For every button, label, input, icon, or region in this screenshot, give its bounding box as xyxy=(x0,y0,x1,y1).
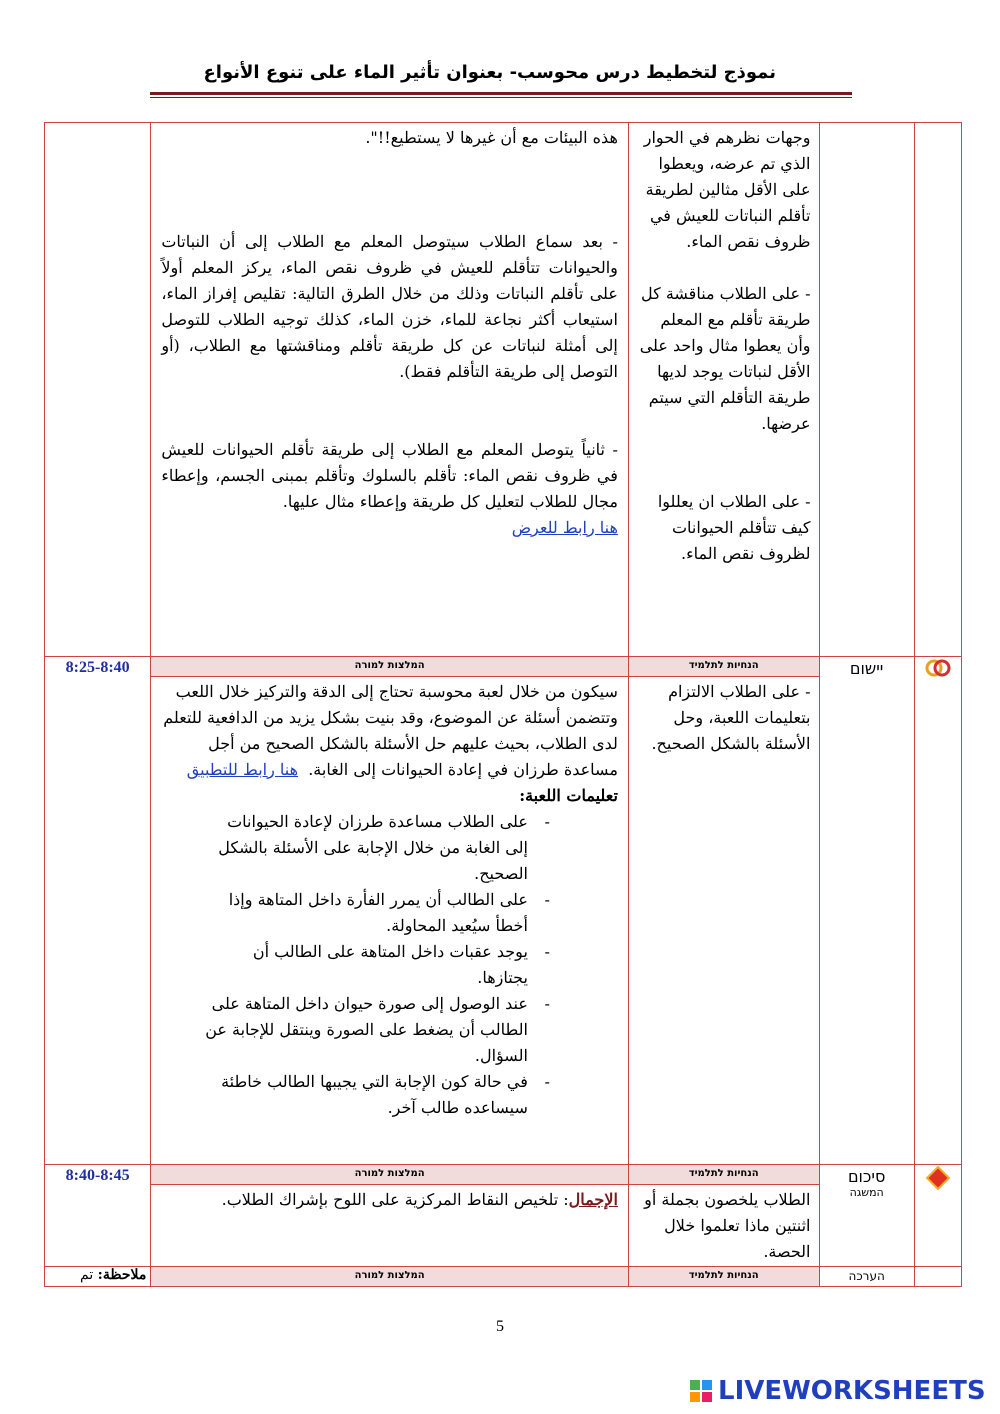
list-item: - في حالة كون الإجابة التي يجيبها الطالب خاطئة سيساعده طالب آخر. xyxy=(221,1072,550,1117)
teacher-paragraph: - ثانياً يتوصل المعلم مع الطلاب إلى طريقة تأقلم الحيوانات للعيش في ظروف نقص الماء: تأقلم بالسلوك وتأقلم بمبنى الجسم، وإعطاء مجال للطلاب لتعليل كل طريقة وإعطاء مثال عليها. xyxy=(161,440,618,511)
student-paragraph: الطلاب يلخصون بجملة أو اثنتين ماذا تعلموا خلال الحصة. xyxy=(644,1190,811,1261)
teacher-header: המלצות למורה xyxy=(151,1267,629,1287)
time-range: 8:40-8:45 xyxy=(65,1167,130,1184)
time-range: 8:25-8:40 xyxy=(65,659,130,676)
teacher-header: המלצות למורה xyxy=(151,1165,629,1185)
list-item: - على الطالب أن يمرر الفأرة داخل المتاهة وإذا أخطأ سيُعيد المحاولة. xyxy=(228,890,550,935)
brand-logo xyxy=(690,1374,990,1408)
stage-label: יישום xyxy=(849,659,884,678)
teacher-paragraph: سيكون من خلال لعبة محوسبة تحتاج إلى الدقة والتركيز خلال اللعب وتتضمن أسئلة عن الموضوع، وقد بنيت بشكل يزيد من الدافعية للتعلم لدى الطلاب، بحيث عليهم حل الأسئلة بالشكل الصحيح من أجل مساعدة طرزان في إعادة الحيوانات إلى الغابة. هنا رابط للتطبيق xyxy=(163,682,618,779)
list-item: - على الطلاب مساعدة طرزان لإعادة الحيوانات إلى الغابة من خلال الإجابة على الأسئلة بالشكل الصحيح. xyxy=(218,812,550,883)
app-link[interactable]: هنا رابط للتطبيق xyxy=(186,760,299,779)
list-item: - عند الوصول إلى صورة حيوان داخل المتاهة على الطالب أن يضغط على الصورة وينتقل للإجابة عن السؤال. xyxy=(205,994,550,1065)
summary-text: : تلخيص النقاط المركزية على اللوح بإشراك الطلاب. xyxy=(221,1190,569,1209)
note-text: تم xyxy=(80,1267,98,1283)
student-paragraph: - على الطلاب ان يعللوا كيف تتأقلم الحيوانات لظروف نقص الماء. xyxy=(657,492,811,563)
stage-sublabel: המשגה xyxy=(849,1186,884,1199)
teacher-header: המלצות למורה xyxy=(151,657,629,677)
list-item: - يوجد عقبات داخل المتاهة على الطالب أن يجتازها. xyxy=(252,942,550,987)
page-title: نموذج لتخطيط درس محوسب- بعنوان تأثير الماء على تنوع الأنواع xyxy=(203,62,776,83)
stage-cell xyxy=(819,1165,914,1267)
liveworksheets-icon xyxy=(690,1380,712,1402)
time-cell xyxy=(45,123,151,657)
table-row xyxy=(45,123,962,657)
title-rule xyxy=(150,92,852,95)
teacher-cell xyxy=(151,677,629,1165)
rules-list xyxy=(161,809,618,1121)
student-header: הנחיות לתלמיד xyxy=(628,657,819,677)
stage-cell xyxy=(819,1267,914,1287)
student-paragraph: - على الطلاب مناقشة كل طريقة تأقلم مع المعلم وأن يعطوا مثال واحد على الأقل لنباتات يوجد لديها طريقة التأقلم التي سيتم عرضها. xyxy=(639,284,811,433)
icon-cell xyxy=(914,123,961,657)
section-header-row xyxy=(45,1165,962,1185)
student-paragraph: وجهات نظرهم في الحوار الذي تم عرضه، ويعطوا على الأقل مثالين لطريقة تأقلم النباتات للعيش في ظروف نقص الماء. xyxy=(643,128,811,251)
student-cell xyxy=(628,123,819,657)
student-paragraph: - على الطلاب الالتزام بتعليمات اللعبة، وحل الأسئلة بالشكل الصحيح. xyxy=(651,682,811,753)
stage-label: סיכום המשגה xyxy=(820,1165,914,1199)
section-header-row xyxy=(45,1267,962,1287)
title-rule-thin xyxy=(150,97,852,98)
icon-cell xyxy=(914,1267,961,1287)
note-label: ملاحظة: xyxy=(97,1267,147,1283)
diamond-icon xyxy=(915,1165,961,1195)
stage-cell xyxy=(819,123,914,657)
student-cell xyxy=(628,677,819,1165)
rings-icon xyxy=(915,657,961,687)
brand-name[interactable]: LIVEWORKSHEETS xyxy=(718,1376,986,1406)
student-cell xyxy=(628,1185,819,1267)
stage-label: הערכה xyxy=(848,1269,885,1283)
icon-cell xyxy=(914,657,961,1165)
summary-label: الإجمال xyxy=(568,1190,618,1209)
stage-cell xyxy=(819,657,914,1165)
page-number: 5 xyxy=(496,1318,504,1335)
student-header: הנחיות לתלמיד xyxy=(628,1267,819,1287)
teacher-cell xyxy=(151,123,629,657)
lesson-plan-table xyxy=(44,122,962,1287)
teacher-cell xyxy=(151,1185,629,1267)
icon-cell xyxy=(914,1165,961,1267)
presentation-link[interactable]: هنا رابط للعرض xyxy=(511,518,618,537)
time-cell xyxy=(45,1267,151,1287)
rules-title: تعليمات اللعبة: xyxy=(519,786,618,805)
time-cell xyxy=(45,657,151,1165)
teacher-paragraph: - بعد سماع الطلاب سيتوصل المعلم مع الطلاب إلى أن النباتات والحيوانات تتأقلم للعيش في ظروف نقص الماء، يركز المعلم أولاً على تأقلم النباتات وذلك من خلال الطرق التالية: تقليص إفراز الماء، استيعاب أكثر نجاعة للماء، خزن الماء، كذلك توجيه الطلاب للتوصل إلى أمثلة لنباتات عن كل طريقة تأقلم ومناقشتها مع الطلاب، (أو التوصل إلى طريقة التأقلم فقط). xyxy=(161,232,618,381)
student-header: הנחיות לתלמיד xyxy=(628,1165,819,1185)
teacher-paragraph: هذه البيئات مع أن غيرها لا يستطيع!!". xyxy=(365,128,618,147)
section-header-row xyxy=(45,657,962,677)
time-cell xyxy=(45,1165,151,1267)
